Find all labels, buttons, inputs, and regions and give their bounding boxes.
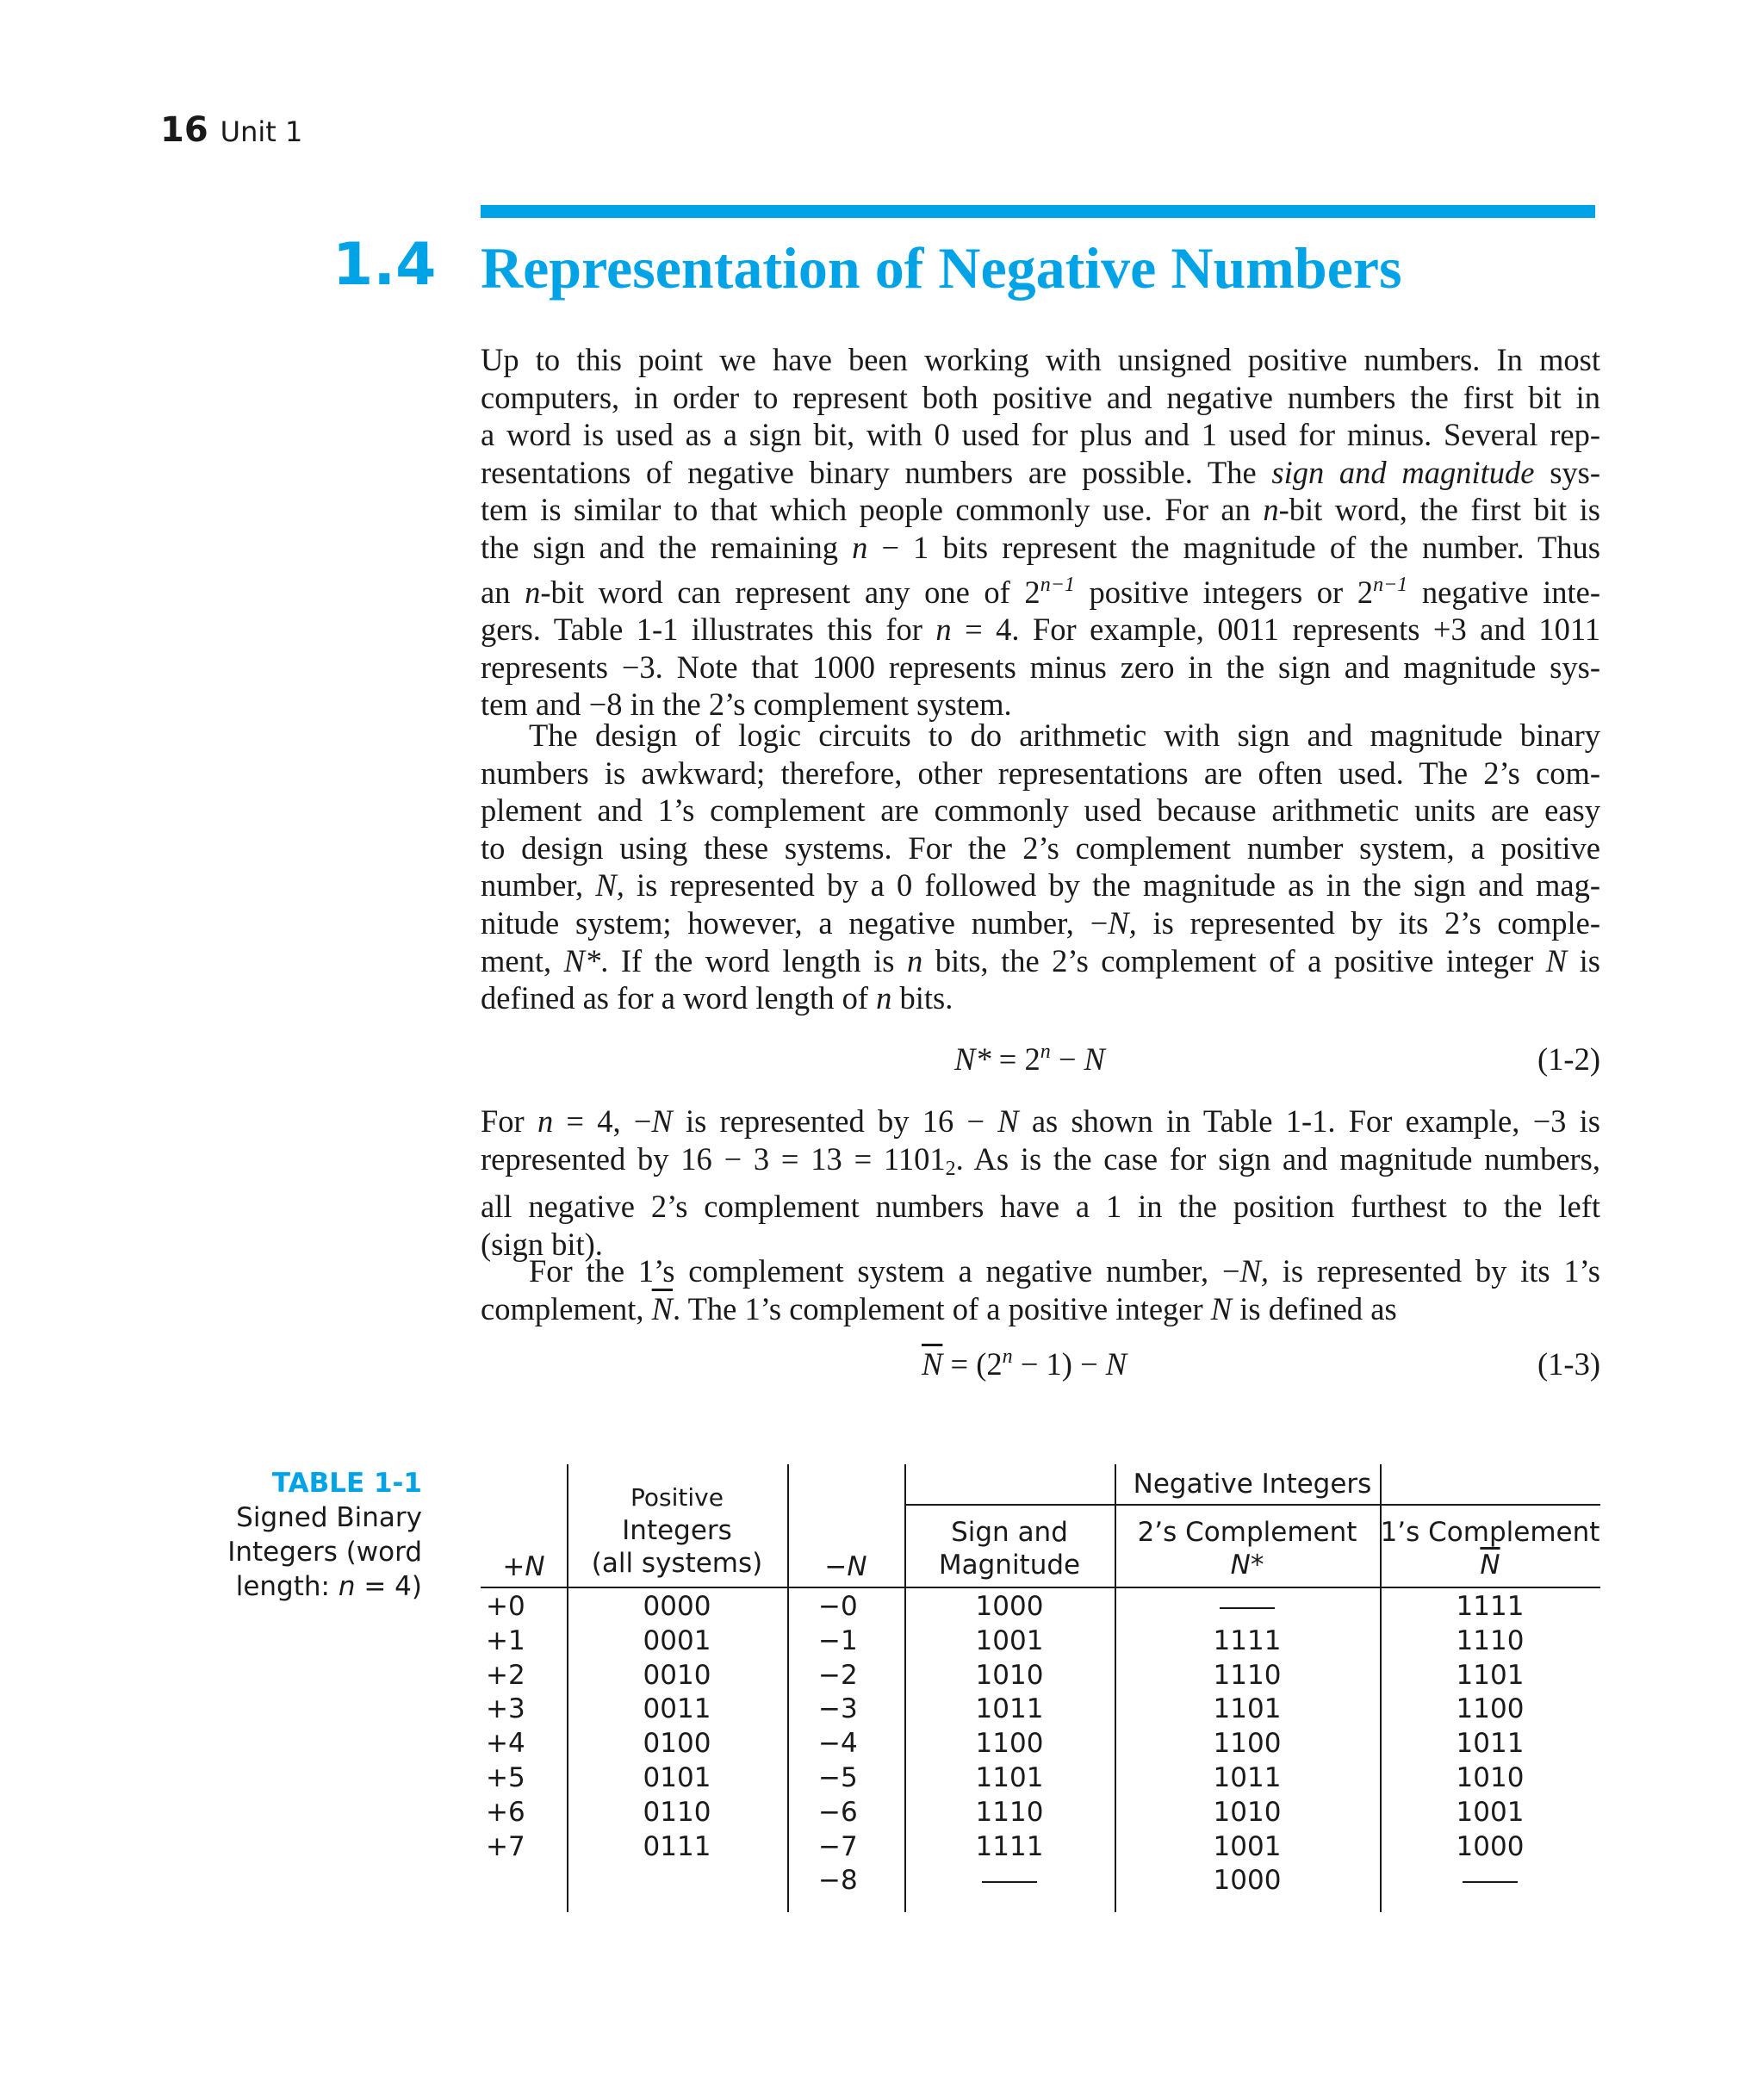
table-cell: 1001 [975,1624,1044,1656]
table-cell: 0111 [643,1830,711,1862]
table-cell: −8 [818,1865,858,1897]
table-cell: 1100 [1456,1693,1525,1725]
page-number: 16 [160,110,208,150]
header-minus-n: −N [824,1551,867,1582]
equation-1-3 [481,1345,1600,1385]
sign-magnitude-column [904,1590,1115,1898]
header-ones-complement: 1’s Complement $\overline{N}$ [1380,1517,1600,1581]
text-line: represented by $16 - 3 = 13 = 1101_2$. As is the case for sign and magnitude numbers, [481,1140,1600,1180]
plus-n-column [486,1590,567,1864]
text-line: all negative 2’s complement numbers have a 1 in the position furthest to the left [481,1189,1600,1225]
paragraph-3 [481,1103,1600,1263]
table-cell: −4 [818,1728,858,1760]
text-line: Up to this point we have been working with unsigned positive numbers. In most [481,342,1600,377]
page-header [160,110,302,150]
text-line: plement and 1’s complement are commonly used because arithmetic units are easy [481,792,1600,829]
text-line: complement, $\overline{N}$. The 1’s complement of a positive integer N is defined as [481,1290,1397,1326]
table-cell [904,1864,1115,1898]
table-cell: 0011 [643,1693,711,1725]
text-line: ment, N*. If the word length is n bits, the 2’s complement of a positive integer N is [481,942,1600,978]
text-line: For n = 4, −N is represented by 16 − N as shown in Table 1-1. For example, −3 is [481,1103,1600,1139]
text-line: a word is used as a sign bit, with 0 used for plus and 1 used for minus. Several rep- [481,417,1600,453]
signed-binary-table [481,1464,1600,1912]
table-cell: +1 [486,1624,525,1656]
table-cell: −5 [818,1761,858,1793]
table-cell: −2 [818,1659,858,1691]
table-cell: 0101 [643,1761,711,1793]
table-cell: 1100 [1213,1728,1282,1760]
text-line: computers, in order to represent both positive and negative numbers the first bit in [481,379,1600,415]
table-cell: +5 [486,1761,525,1793]
paragraph-4 [481,1252,1600,1327]
text-line: resentations of negative binary numbers are possible. The sign and magnitude sys- [481,454,1601,490]
table-cell: −6 [818,1796,858,1828]
table-cell: 1010 [1456,1761,1525,1793]
table-cell: 1010 [1213,1796,1282,1828]
table-cell: 1111 [975,1830,1044,1862]
minus-n-column [818,1590,904,1898]
table-cell: −7 [818,1830,858,1862]
text-line: an n-bit word can represent any one of $2^{n-1}$ positive integers or $2^{n-1}$ negative inte- [481,573,1601,610]
table-cell: +4 [486,1728,525,1760]
section-number: 1.4 [332,231,437,299]
dash-mark [982,1881,1037,1883]
caption-line: Integers (word [227,1537,422,1568]
text-line: For the 1’s complement system a negative number, −N, is represented by its 1’s [529,1253,1600,1289]
ones-complement-column [1380,1590,1600,1898]
table-cell: 1010 [975,1659,1044,1691]
table-cell: 0100 [643,1728,711,1760]
table-cell: 0000 [643,1591,711,1622]
table-cell: +2 [486,1659,525,1691]
text-line: to design using these systems. For the 2’s complement number system, a positive [481,829,1600,866]
header-twos-complement: 2’s Complement N* [1137,1517,1357,1581]
table-cell: 0110 [643,1796,711,1828]
table-cell: 0001 [643,1624,711,1656]
text-line: defined as for a word length of n bits. [481,980,953,1016]
header-plus-n: +N [502,1551,545,1582]
table-cell: 1111 [1213,1624,1282,1656]
equation-number: (1-2) [1537,1041,1600,1077]
table-cell: 0010 [643,1659,711,1691]
text-line: number, N, is represented by a 0 followed by the magnitude as in the sign and mag- [481,867,1600,904]
table-cell: −0 [818,1591,858,1622]
table-cell: 1111 [1456,1591,1525,1622]
table-cell: 1000 [1456,1830,1525,1862]
table-cell: −1 [818,1624,858,1656]
table-cell: 1101 [1213,1693,1282,1725]
table-cell: 1011 [975,1693,1044,1725]
section-rule [481,205,1595,218]
caption-line: Signed Binary [236,1502,422,1533]
text-line: gers. Table 1-1 illustrates this for n = 4. For example, 0011 represents +3 and 1011 [481,612,1600,648]
table-cell: 1110 [975,1796,1044,1828]
text-line: nitude system; however, a negative number, −N, is represented by its 2’s comple- [481,904,1600,941]
table-cell: 1110 [1456,1624,1525,1656]
equation-1-2 [481,1040,1600,1080]
header-sign-magnitude: Sign and Magnitude [938,1517,1081,1581]
table-cell: 1011 [1213,1761,1282,1793]
paragraph-1 [481,341,1600,724]
table-cell: 1000 [1213,1865,1282,1897]
dash-mark [1463,1881,1518,1883]
table-cell: +0 [486,1591,525,1622]
table-cell: +7 [486,1830,525,1862]
text-line: tem and −8 in the 2’s complement system. [481,686,1012,723]
table-cell: 1100 [975,1728,1044,1760]
table-cell: −3 [818,1693,858,1725]
table-cell: 1110 [1213,1659,1282,1691]
equation-expression: $\overline{N} = (2^n - 1) - N$ [922,1345,1127,1382]
twos-complement-column [1115,1590,1380,1898]
table-label: TABLE 1-1 [271,1468,422,1499]
header-negative-integers: Negative Integers [1133,1469,1372,1500]
text-line: represents −3. Note that 1000 represents minus zero in the sign and magnitude sys- [481,649,1600,685]
table-cell: 1101 [975,1761,1044,1793]
group-header-rule [905,1504,1600,1506]
positive-column [567,1590,787,1864]
header-positive-integers: Positive Integers (all systems) [591,1483,763,1579]
paragraph-2 [481,717,1600,1017]
text-line: tem is similar to that which people commonly use. For an n-bit word, the first bit is [481,492,1601,528]
table-cell: 1001 [1213,1830,1282,1862]
table-cell: 1011 [1456,1728,1525,1760]
table-cell: 1101 [1456,1659,1525,1691]
text-line: The design of logic circuits to do arithmetic with sign and magnitude binary [529,717,1600,753]
equation-expression: $N* = 2^n - N$ [954,1040,1105,1077]
column-divider [787,1464,789,1912]
table-cell: 1000 [975,1591,1044,1622]
table-caption [227,1466,422,1604]
dash-mark [1220,1607,1275,1609]
text-line: the sign and the remaining n − 1 bits represent the magnitude of the number. Thus [481,529,1600,565]
caption-line: length: n = 4) [235,1571,422,1602]
section-title: Representation of Negative Numbers [481,235,1402,301]
table-cell [1380,1864,1600,1898]
unit-label: Unit 1 [220,115,303,148]
table-cell [1115,1590,1380,1624]
table-cell: 1001 [1456,1796,1525,1828]
equation-number: (1-3) [1537,1346,1600,1382]
text-line: numbers is awkward; therefore, other representations are often used. The 2’s com- [481,755,1600,791]
table-cell: +6 [486,1796,525,1828]
table-cell: +3 [486,1693,525,1725]
text-line: (sign bit). [481,1226,603,1262]
header-rule [481,1587,1600,1588]
